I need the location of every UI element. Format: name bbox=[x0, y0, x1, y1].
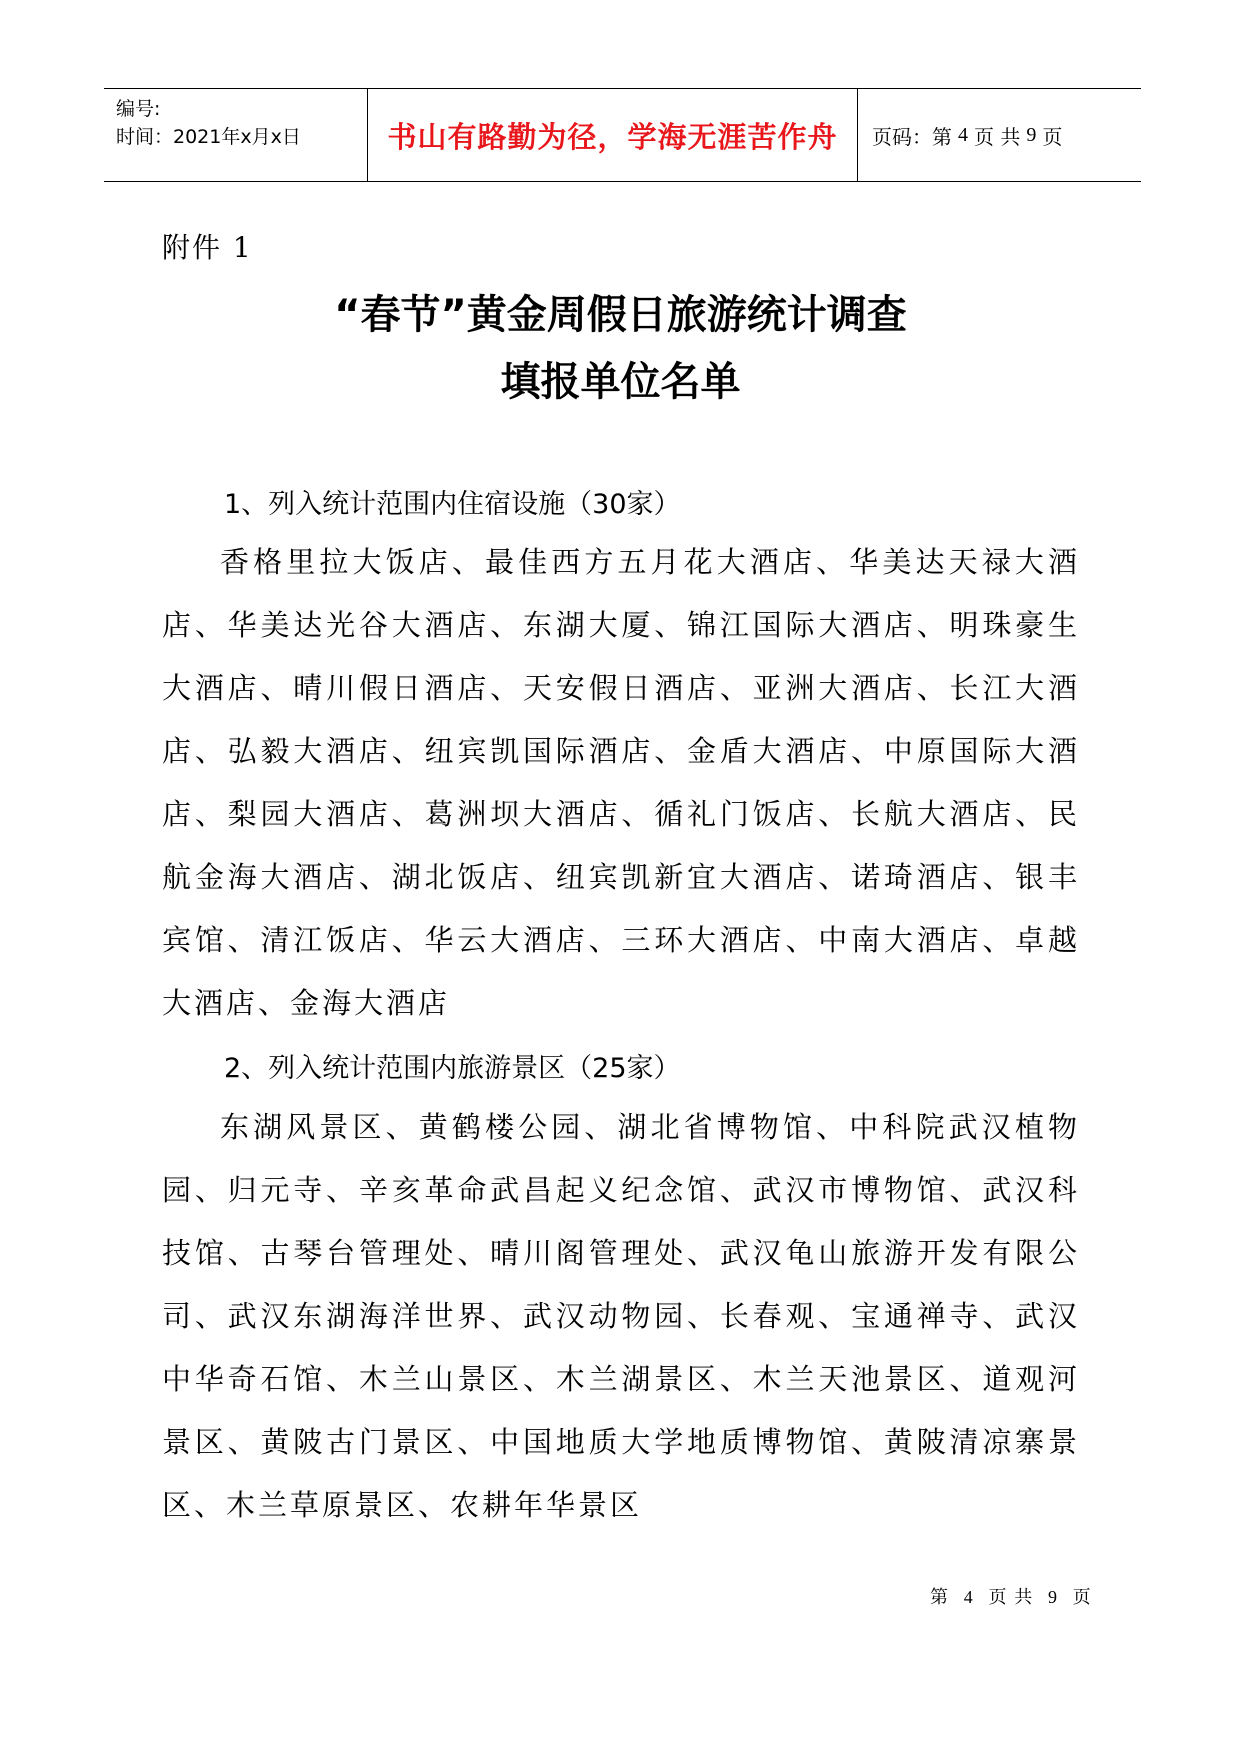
footer-mid: 页 共 bbox=[988, 1587, 1034, 1608]
footer-suffix: 页 bbox=[1072, 1587, 1092, 1608]
footer-current: 4 bbox=[963, 1587, 974, 1607]
page-footer bbox=[930, 1583, 1092, 1609]
document-title-line2: 填报单位名单 bbox=[500, 359, 741, 405]
number-label: 编号: bbox=[116, 98, 161, 120]
time-label: 时间：2021年x月x日 bbox=[116, 126, 301, 148]
page-total: 9 bbox=[1026, 123, 1037, 146]
footer-total: 9 bbox=[1047, 1587, 1058, 1607]
page-current: 4 bbox=[958, 123, 968, 146]
page-header bbox=[104, 88, 1141, 182]
footer-prefix: 第 bbox=[930, 1587, 949, 1608]
page-prefix: 页码：第 bbox=[872, 124, 952, 149]
section-heading-accommodation: 1、列入统计范围内住宿设施（30家） bbox=[224, 489, 681, 520]
attachment-label: 附件 1 bbox=[162, 231, 253, 264]
page-suffix: 页 bbox=[1042, 124, 1063, 149]
document-title-line1: “春节”黄金周假日旅游统计调查 bbox=[334, 292, 907, 338]
section-heading-scenic-areas: 2、列入统计范围内旅游景区（25家） bbox=[224, 1053, 681, 1084]
header-page-number bbox=[858, 89, 1141, 181]
section-body-scenic-areas: 东湖风景区、黄鹤楼公园、湖北省博物馆、中科院武汉植物园、归元寺、辛亥革命武昌起义纪念馆、武汉市博物馆、武汉科技馆、古琴台管理处、晴川阁管理处、武汉龟山旅游开发有限公司、武汉东湖海洋世界、武汉动物园、长春观、宝通禅寺、武汉中华奇石馆、木兰山景区、木兰湖景区、木兰天池景区、道观河景区、黄陂古门景区、中国地质大学地质博物馆、黄陂清凉寨景区、木兰草原景区、农耕年华景区 bbox=[162, 1110, 1080, 1522]
section-body-accommodation: 香格里拉大饭店、最佳西方五月花大酒店、华美达天禄大酒店、华美达光谷大酒店、东湖大厦、锦江国际大酒店、明珠豪生大酒店、晴川假日酒店、天安假日酒店、亚洲大酒店、长江大酒店、弘毅大酒店、纽宾凯国际酒店、金盾大酒店、中原国际大酒店、梨园大酒店、葛洲坝大酒店、循礼门饭店、长航大酒店、民航金海大酒店、湖北饭店、纽宾凯新宜大酒店、诺琦酒店、银丰宾馆、清江饭店、华云大酒店、三环大酒店、中南大酒店、卓越大酒店、金海大酒店 bbox=[162, 545, 1080, 1020]
header-motto: 书山有路勤为径，学海无涯苦作舟 bbox=[368, 89, 858, 181]
page-mid: 页 共 bbox=[974, 124, 1021, 149]
header-meta bbox=[104, 89, 368, 181]
